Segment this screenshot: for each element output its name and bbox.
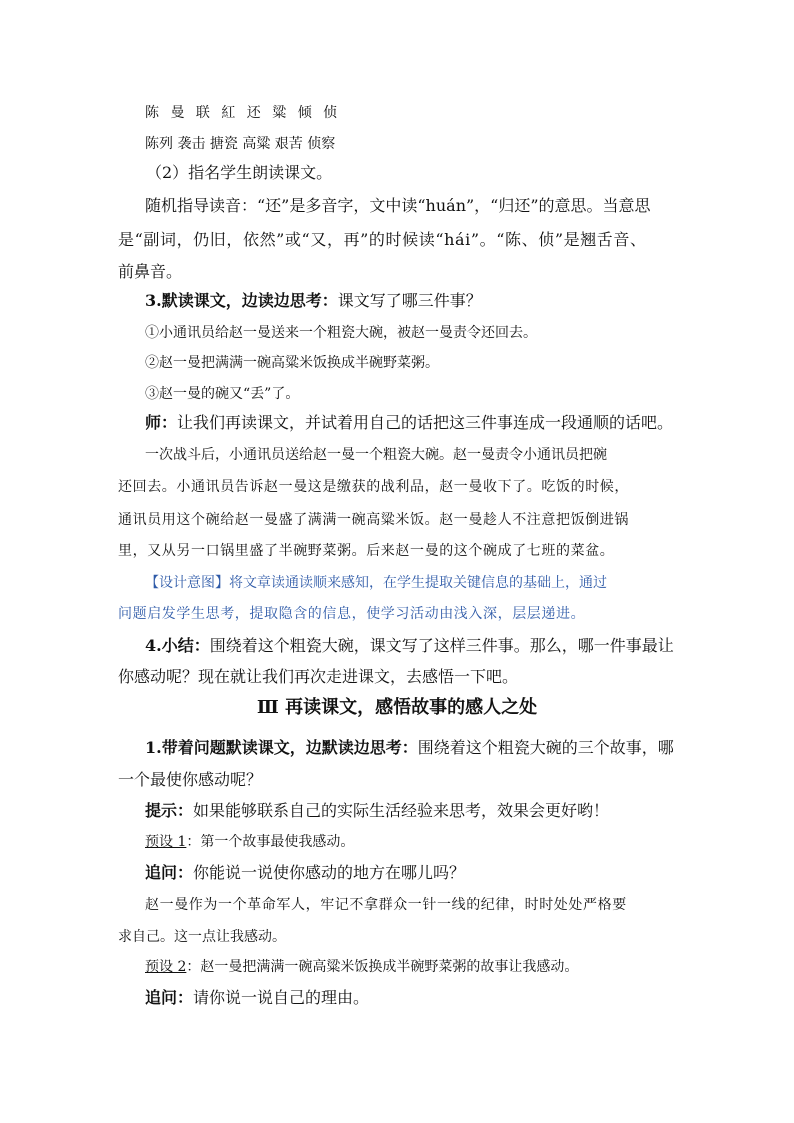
teacher-text: 让我们再读课文，并试着用自己的话把这三件事连成一段通顺的话吧。	[177, 413, 674, 432]
event-1: ①小通讯员给赵一曼送来一个粗瓷大碗，被赵一曼责令还回去。	[145, 325, 537, 341]
section-3-label: 3.默读课文，边读边思考：	[145, 291, 338, 310]
pronunciation-line-1: 随机指导读音：“还”是多音字，文中读“huán”，“归还”的意思。当意思	[145, 196, 651, 215]
paragraph-read-aloud: （2）指名学生朗读课文。	[146, 163, 333, 182]
vocab-characters: 陈 曼 联 紅 还 粱 倾 侦	[145, 105, 341, 121]
followup-1: 追问：你能说一说使你感动的地方在哪儿吗？	[145, 863, 466, 882]
preset-2-label: 预设 2	[145, 959, 187, 975]
section-3-question: 课文写了哪三件事？	[337, 291, 482, 310]
design-intent-line-1: 【设计意图】将文章读通读顺来感知，在学生提取关键信息的基础上，通过	[145, 575, 607, 591]
summary-label: 4.小结：	[145, 636, 210, 655]
story-line-2: 还回去。小通讯员告诉赵一曼这是缴获的战利品，赵一曼收下了。吃饭的时候，	[118, 479, 629, 495]
pronunciation-line-3: 前鼻音。	[118, 262, 183, 281]
story-line-3: 通讯员用这个碗给赵一曼盛了满满一碗高粱米饭。赵一曼趁人不注意把饭倒进锅	[118, 512, 629, 528]
followup-1-label: 追问：	[145, 863, 194, 882]
answer-1-line-2: 求自己。这一点让我感动。	[118, 929, 286, 945]
story-line-4: 里，又从另一口锅里盛了半碗野菜粥。后来赵一曼的这个碗成了七班的菜盆。	[118, 543, 615, 559]
question-1-line-1: 1.带着问题默读课文，边默读边思考：围绕着这个粗瓷大碗的三个故事，哪	[145, 738, 674, 757]
tip-line: 提示：如果能够联系自己的实际生活经验来思考，效果会更好哟！	[145, 801, 610, 820]
question-1-label: 1.带着问题默读课文，边默读边思考：	[145, 738, 418, 757]
followup-2: 追问：请你说一说自己的理由。	[145, 988, 370, 1007]
tip-label: 提示：	[145, 801, 194, 820]
preset-1-label: 预设 1	[145, 834, 187, 850]
summary-line-1: 4.小结：围绕着这个粗瓷大碗，课文写了这样三件事。那么，哪一件事最让	[145, 636, 674, 655]
summary-line-2: 你感动呢？现在就让我们再次走进课文，去感悟一下吧。	[118, 667, 519, 686]
design-intent-label: 【设计意图】	[145, 575, 229, 591]
story-line-1: 一次战斗后，小通讯员送给赵一曼一个粗瓷大碗。赵一曼责令小通讯员把碗	[145, 447, 607, 463]
teacher-label: 师：	[145, 413, 178, 432]
answer-1-line-1: 赵一曼作为一个革命军人，牢记不拿群众一针一线的纪律，时时处处严格要	[145, 897, 627, 913]
section-3-heading	[145, 291, 705, 311]
preset-2: 预设 2：赵一曼把满满一碗高粱米饭换成半碗野菜粥的故事让我感动。	[145, 959, 579, 975]
question-1-line-2: 一个最使你感动呢？	[118, 770, 263, 789]
vocab-words: 陈列 袭击 搪瓷 高粱 艰苦 侦察	[145, 136, 336, 152]
pronunciation-line-2: 是“副词，仍旧，依然”或“又，再”的时候读“hái”。“陈、侦”是翘舌音、	[118, 230, 647, 249]
event-3: ③赵一曼的碗又“丢”了。	[145, 386, 300, 402]
event-2: ②赵一曼把满满一碗高粱米饭换成半碗野菜粥。	[145, 355, 439, 371]
preset-1: 预设 1：第一个故事最使我感动。	[145, 834, 355, 850]
design-intent-line-2: 问题启发学生思考，提取隐含的信息，使学习活动由浅入深，层层递进。	[118, 606, 586, 622]
section-iii-title: Ⅲ 再读课文，感悟故事的感人之处	[256, 697, 538, 718]
teacher-prompt	[145, 413, 705, 433]
followup-2-label: 追问：	[145, 988, 194, 1007]
